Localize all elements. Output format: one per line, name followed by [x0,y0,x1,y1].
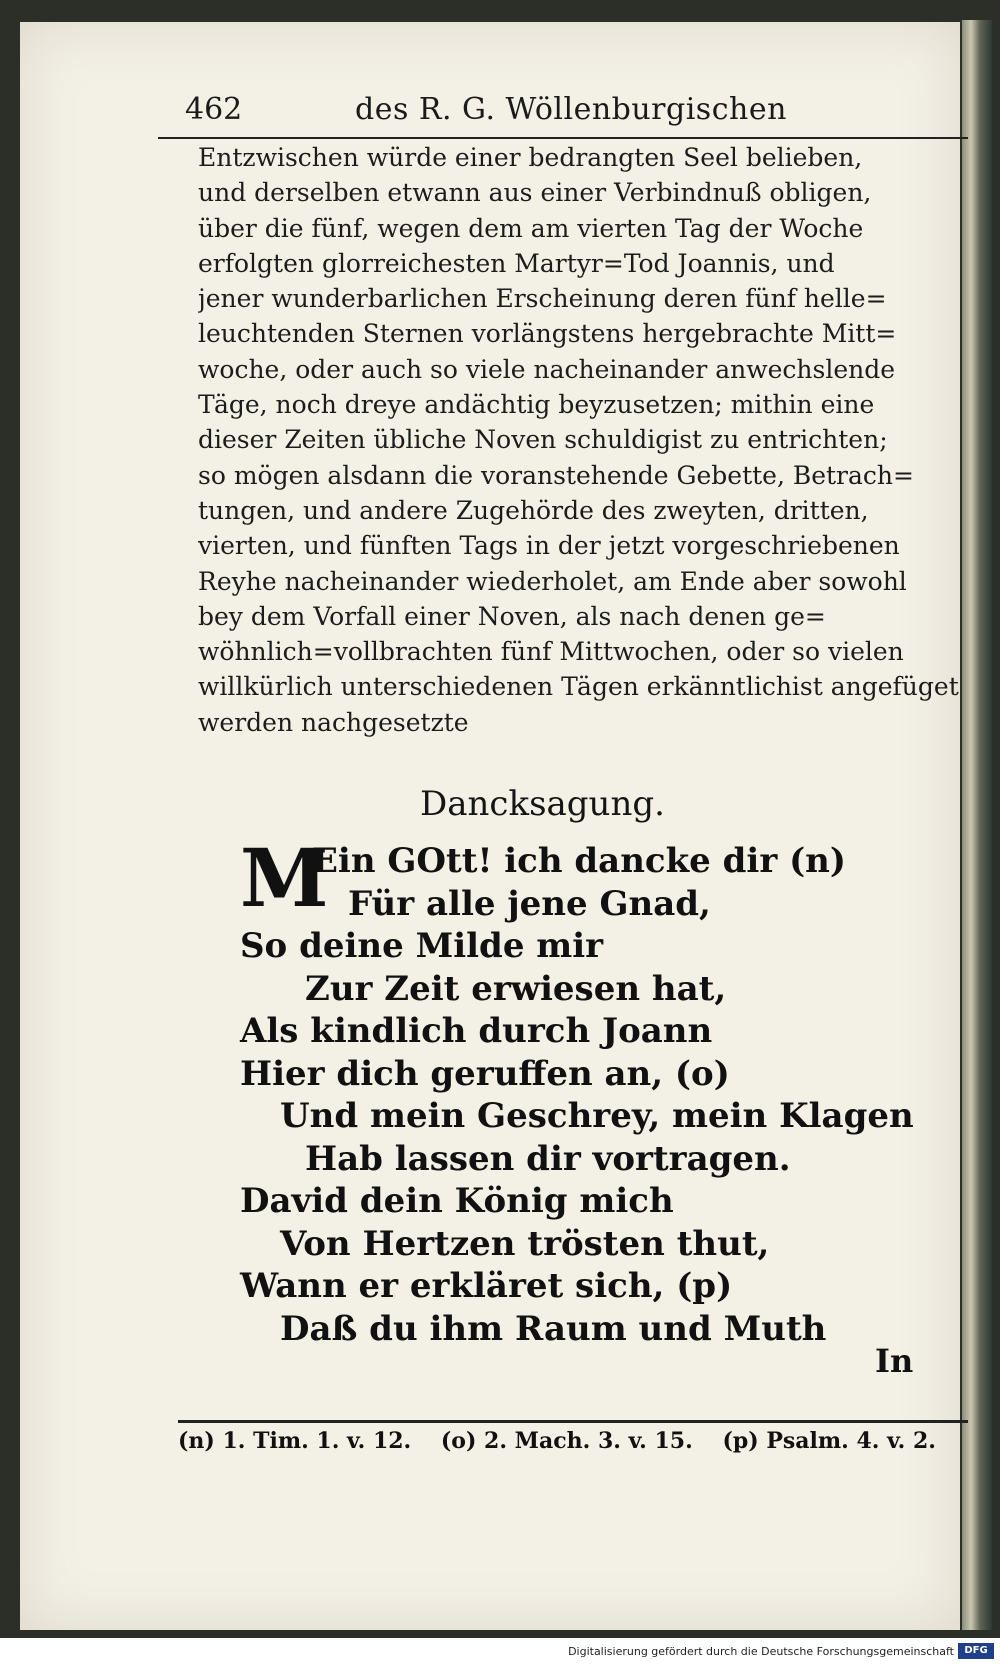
poem-line: Hab lassen dir vortragen. [305,1138,791,1179]
footnote: (o) 2. Mach. 3. v. 15. [440,1428,693,1454]
poem-line: Hier dich geruffen an, (o) [240,1053,730,1094]
poem-line: Wann er erkläret sich, (p) [240,1266,733,1306]
body-line: jener wunderbarlichen Erscheinung deren fünf helle= [198,284,887,314]
running-head: des R. G. Wöllenburgischen [355,92,787,127]
poem-line: Von Hertzen trösten thut, [280,1223,770,1264]
poem-line: Ein GOtt! ich dancke dir (n) [312,841,846,881]
poem-line: So deine Milde mir [240,926,604,966]
body-line: willkürlich unterschiedenen Tägen erkänntlichist angefüget [198,672,959,702]
drop-cap: M [240,831,329,925]
poem-line: Zur Zeit erwiesen hat, [305,968,727,1009]
footnotes [178,1428,968,1454]
poem-line: Für alle jene Gnad, [348,883,711,924]
catchword: In [875,1342,914,1380]
body-line: wöhnlich=vollbrachten fünf Mittwochen, oder so vielen [198,637,904,667]
page-header [185,92,885,134]
body-line: Reyhe nacheinander wiederholet, am Ende aber sowohl [198,566,907,596]
body-line: leuchtenden Sternen vorlängstens hergebrachte Mitt= [198,319,897,349]
body-paragraph [198,140,966,740]
header-rule [158,137,968,139]
body-line: über die fünf, wegen dem am vierten Tag der Woche [198,213,864,243]
body-line: erfolgten glorreichesten Martyr=Tod Joannis, und [198,248,835,278]
body-line: und derselben etwann aus einer Verbindnuß obligen, [198,178,872,208]
poem-line: David dein König mich [240,1181,674,1221]
section-heading: Dancksagung. [420,784,665,824]
funding-credit: Digitalisierung gefördert durch die Deutsche Forschungsgemeinschaft [568,1645,954,1658]
footnote: (p) Psalm. 4. v. 2. [722,1428,936,1454]
poem-line: Als kindlich durch Joann [240,1011,713,1051]
book-edge [962,20,992,1630]
body-line: vierten, und fünften Tags in der jetzt vorgeschriebenen [198,531,900,561]
body-line: werden nachgesetzte [198,707,469,737]
body-line: woche, oder auch so viele nacheinander anwechslende [198,354,896,384]
poem [240,831,914,1350]
body-line: tungen, und andere Zugehörde des zweyten, dritten, [198,495,869,525]
body-line: bey dem Vorfall einer Noven, als nach denen ge= [198,601,826,631]
poem-line: Daß du ihm Raum und Muth [280,1308,827,1349]
body-line: so mögen alsdann die voranstehende Gebette, Betrach= [198,460,914,490]
poem-line: Und mein Geschrey, mein Klagen [280,1096,914,1136]
dfg-logo: DFG [958,1643,994,1659]
body-line: Entzwischen würde einer bedrangten Seel belieben, [198,143,863,172]
footnote: (n) 1. Tim. 1. v. 12. [178,1428,412,1454]
footnote-rule [178,1420,968,1423]
body-line: Täge, noch dreye andächtig beyzusetzen; mithin eine [198,390,875,420]
body-line: dieser Zeiten übliche Noven schuldigist zu entrichten; [198,425,888,455]
page-number: 462 [185,92,243,127]
